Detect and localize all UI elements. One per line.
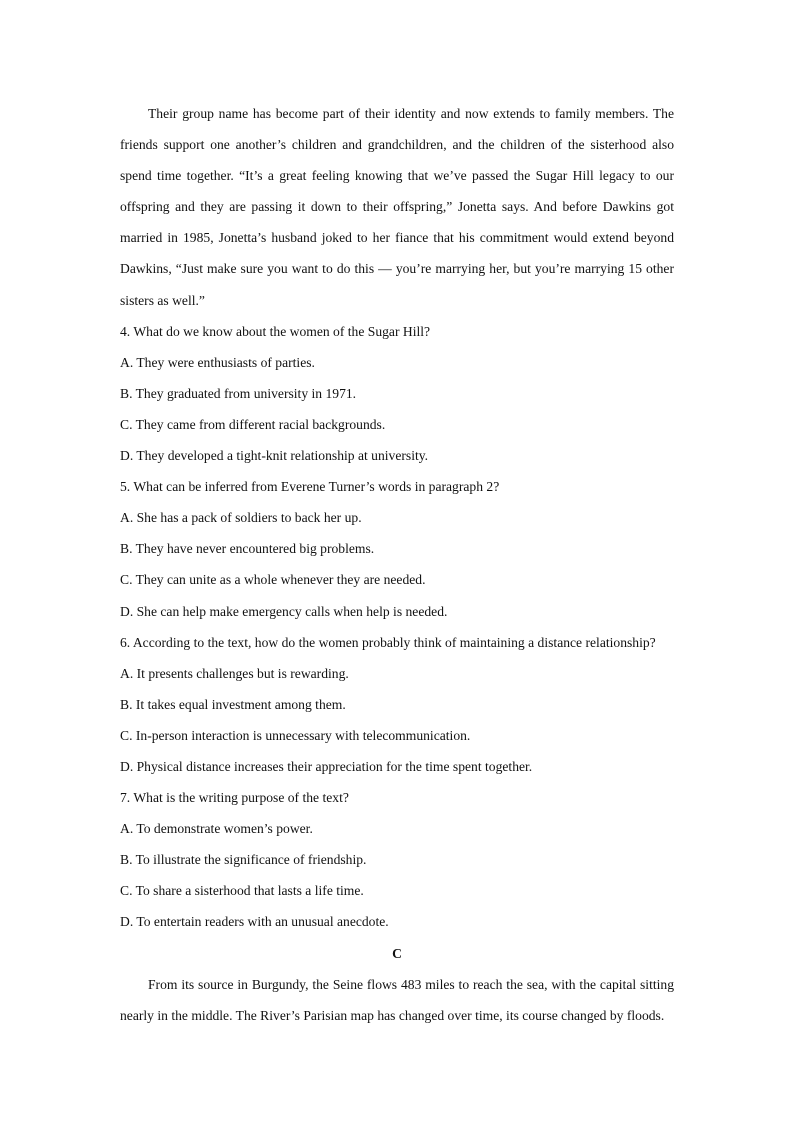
option-a: A. She has a pack of soldiers to back her up. (120, 510, 362, 526)
option-c: C. They came from different racial backgrounds. (120, 416, 386, 432)
question-stem: 5. What can be inferred from Everene Turner’s words in paragraph 2? (120, 479, 500, 495)
option-d: D. They developed a tight-knit relationship at university. (120, 448, 429, 464)
section-c-heading: C (392, 945, 402, 961)
option-b: B. They have never encountered big problems. (120, 541, 375, 557)
option-c: C. To share a sisterhood that lasts a life time. (120, 883, 364, 899)
option-a: A. They were enthusiasts of parties. (120, 354, 315, 370)
question-stem: 4. What do we know about the women of the Sugar Hill? (120, 323, 431, 339)
option-b: B. To illustrate the significance of friendship. (120, 852, 367, 868)
option-c: C. In-person interaction is unnecessary with telecommunication. (120, 727, 471, 743)
question-7 (120, 782, 674, 937)
question-stem: 7. What is the writing purpose of the text? (120, 790, 349, 806)
question-stem: 6. According to the text, how do the women probably think of maintaining a distance relationship? (120, 634, 656, 650)
option-d: D. She can help make emergency calls when help is needed. (120, 603, 448, 619)
option-a: A. To demonstrate women’s power. (120, 821, 313, 837)
option-b: B. It takes equal investment among them. (120, 696, 346, 712)
passage-b-closing-paragraph: Their group name has become part of their identity and now extends to family members. The friends support one another’s children and grandchildren, and the children of the sisterhood also spend time together. “It’s a great feeling knowing that we’ve passed the Sugar Hill legacy to our offspring and they are passing it down to their offspring,” Jonetta says. And before Dawkins got married in 1985, Jonetta’s husband joked to her fiance that his commitment would extend beyond Dawkins, “Just make sure you want to do this — you’re marrying her, but you’re marrying 15 other sisters as well.” (120, 106, 674, 308)
question-4 (120, 316, 674, 471)
question-6 (120, 627, 674, 782)
option-d: D. Physical distance increases their appreciation for the time spent together. (120, 758, 533, 774)
option-a: A. It presents challenges but is rewarding. (120, 665, 349, 681)
option-b: B. They graduated from university in 1971. (120, 385, 357, 401)
section-c-opening-paragraph: From its source in Burgundy, the Seine flows 483 miles to reach the sea, with the capital sitting nearly in the middle. The River’s Parisian map has changed over time, its course changed by floods. (120, 976, 674, 1023)
option-d: D. To entertain readers with an unusual anecdote. (120, 914, 389, 930)
option-c: C. They can unite as a whole whenever they are needed. (120, 572, 426, 588)
document-page (120, 98, 674, 1031)
question-5 (120, 471, 674, 626)
